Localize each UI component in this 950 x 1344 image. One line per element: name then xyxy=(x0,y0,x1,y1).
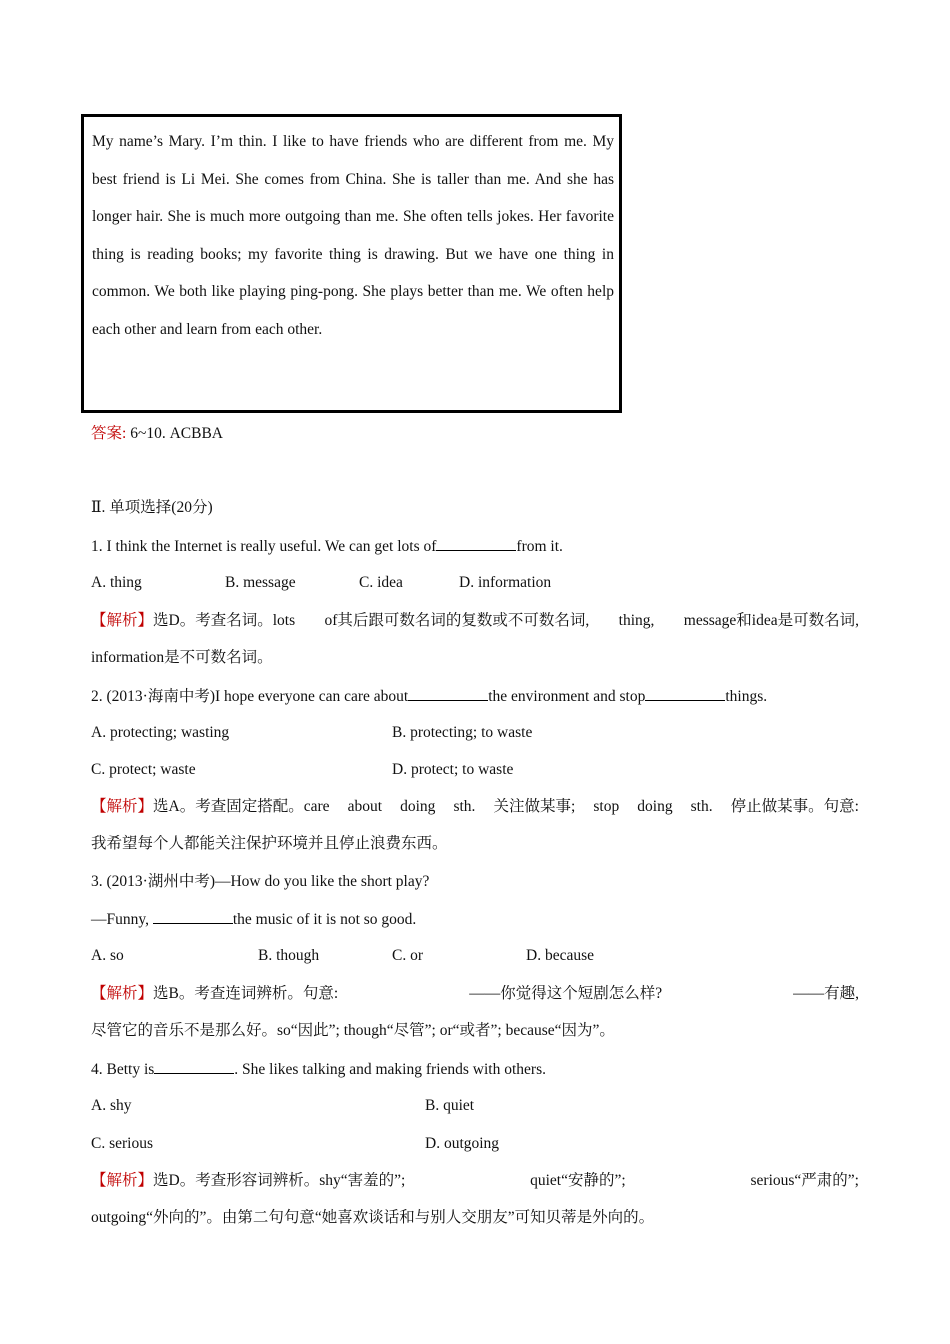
q3-stem-b: the music of it is not so good. xyxy=(232,911,417,928)
q1-stem-a: 1. I think the Internet is really useful. We can get lots of xyxy=(91,538,437,555)
q4-analysis-word: 选D。考查形容词辨析。shy“害羞的”; xyxy=(153,1172,406,1189)
q1-option-a: A. thing xyxy=(91,574,142,591)
q3-option-a: A. so xyxy=(91,947,124,964)
q3-analysis-word: 选B。考查连词辨析。句意: xyxy=(153,985,339,1002)
q2-option-d: D. protect; to waste xyxy=(392,761,514,778)
q2-stem xyxy=(91,686,767,707)
q3-option-b: B. though xyxy=(258,947,320,964)
q1-option-b: B. message xyxy=(225,574,296,591)
q1-analysis-word: thing, xyxy=(618,612,655,629)
q1-option-c: C. idea xyxy=(359,574,403,591)
q2-analysis-word: sth. xyxy=(453,798,476,815)
q2-analysis-word: about xyxy=(347,798,383,815)
q2-analysis-word: 关注做某事; xyxy=(493,798,576,815)
q4-option-a: A. shy xyxy=(91,1097,132,1114)
q2-blank-1 xyxy=(408,686,488,701)
q4-analysis-tag: 【解析】 xyxy=(91,1172,154,1189)
q2-stem-c: things. xyxy=(725,688,768,705)
q2-analysis-word: doing xyxy=(400,798,436,815)
q1-analysis-word: of其后跟可数名词的复数或不可数名词, xyxy=(324,612,590,629)
q4-analysis-line1 xyxy=(91,1171,859,1191)
q2-analysis-word: doing xyxy=(637,798,673,815)
q4-option-b: B. quiet xyxy=(425,1097,475,1114)
q2-option-a: A. protecting; wasting xyxy=(91,724,230,741)
q2-stem-a: 2. (2013·海南中考)I hope everyone can care about xyxy=(91,688,409,705)
q3-analysis-tag: 【解析】 xyxy=(91,985,154,1002)
q3-blank xyxy=(153,909,233,924)
q4-option-c: C. serious xyxy=(91,1135,153,1152)
passage-text: My name’s Mary. I’m thin. I like to have friends who are different from me. My best friend is Li Mei. She comes from China. She is taller than me. And she has longer hair. She is much more outgoing than me. She often tells jokes. Her favorite thing is reading books; my favorite thing is drawing. But we have one thing in common. We both like playing ping-pong. She plays better than me. We often help each other and learn from each other. xyxy=(92,133,614,338)
q3-stem-line2 xyxy=(91,909,416,930)
q2-analysis-word: sth. xyxy=(690,798,713,815)
q2-analysis-word: 停止做某事。句意: xyxy=(730,798,859,815)
q4-stem-b: . She likes talking and making friends with others. xyxy=(234,1061,546,1078)
q4-blank xyxy=(154,1059,234,1074)
q1-stem-b: from it. xyxy=(516,538,563,555)
q1-blank xyxy=(436,536,516,551)
q3-analysis-line1 xyxy=(91,984,859,1004)
section-title: Ⅱ. 单项选择(20分) xyxy=(91,499,213,516)
q3-option-c: C. or xyxy=(392,947,423,964)
q4-analysis-word: serious“严肃的”; xyxy=(750,1172,859,1189)
q1-analysis-word: 选D。考查名词。lots xyxy=(153,612,296,629)
q3-stem-a: —Funny, xyxy=(91,911,153,928)
answer-line xyxy=(91,424,223,444)
q2-blank-2 xyxy=(645,686,725,701)
q4-analysis-word: quiet“安静的”; xyxy=(530,1172,626,1189)
q2-analysis-line1 xyxy=(91,797,859,817)
q2-analysis-tag: 【解析】 xyxy=(91,798,154,815)
q3-option-d: D. because xyxy=(526,947,594,964)
q3-analysis-word: ——你觉得这个短剧怎么样? xyxy=(469,985,663,1002)
q2-analysis-line2: 我希望每个人都能关注保护环境并且停止浪费东西。 xyxy=(91,835,448,852)
q3-analysis-word: ——有趣, xyxy=(793,985,859,1002)
q1-option-d: D. information xyxy=(459,574,552,591)
q2-option-b: B. protecting; to waste xyxy=(392,724,533,741)
q2-analysis-word: 选A。考查固定搭配。care xyxy=(153,798,330,815)
q1-stem xyxy=(91,536,563,557)
q1-analysis-line1 xyxy=(91,611,859,631)
q2-stem-b: the environment and stop xyxy=(488,688,646,705)
q4-analysis-line2: outgoing“外向的”。由第二句句意“她喜欢谈话和与别人交朋友”可知贝蒂是外向的。 xyxy=(91,1209,655,1226)
q3-analysis-line2: 尽管它的音乐不是那么好。so“因此”; though“尽管”; or“或者”; because“因为”。 xyxy=(91,1022,615,1039)
answer-text: 6~10. ACBBA xyxy=(126,425,223,442)
q1-analysis-line2: information是不可数名词。 xyxy=(91,649,273,666)
answer-label: 答案: xyxy=(91,425,127,442)
q4-option-d: D. outgoing xyxy=(425,1135,500,1152)
q4-stem xyxy=(91,1059,546,1080)
q2-analysis-word: stop xyxy=(593,798,620,815)
q1-analysis-word: message和idea是可数名词, xyxy=(683,612,859,629)
reading-passage-box xyxy=(81,114,622,413)
q3-stem-line1: 3. (2013·湖州中考)—How do you like the short play? xyxy=(91,873,430,890)
q4-stem-a: 4. Betty is xyxy=(91,1061,155,1078)
q1-analysis-tag: 【解析】 xyxy=(91,612,154,629)
q2-option-c: C. protect; waste xyxy=(91,761,196,778)
